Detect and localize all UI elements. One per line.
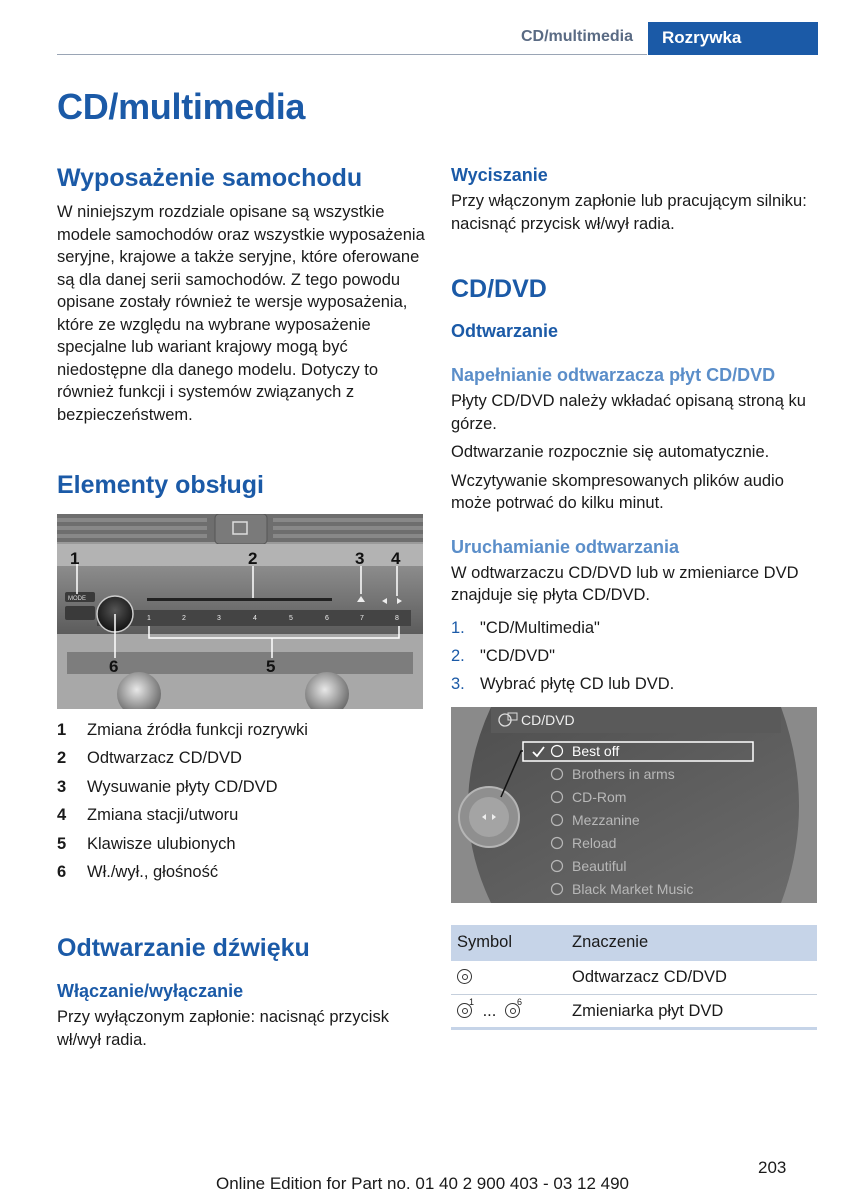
svg-text:1: 1 bbox=[70, 549, 80, 568]
figure-control-panel bbox=[57, 514, 423, 709]
fig-mode-label: MODE bbox=[68, 596, 86, 602]
svg-text:2: 2 bbox=[182, 615, 186, 622]
svg-text:4: 4 bbox=[253, 615, 257, 622]
svg-text:4: 4 bbox=[391, 549, 401, 568]
left-column bbox=[57, 162, 427, 1051]
heading-sound: Odtwarzanie dźwięku bbox=[57, 934, 310, 963]
header-tab: Rozrywka bbox=[648, 22, 818, 55]
paragraph-equipment: W niniejszym rozdziale opisane są wszystkie modele samochodów oraz wszystkie wyposażenia seryjne, krajowe a także seryjne, które oferowane są dla danej serii samochodów. Z tego powodu opisane zostały również te wersje wyposażenia, które ze względu na wybrane wyposażenie specjalne lub wariant krajowy mogą być niedostępne dla danego modelu. Dotyczy to również funkcji i systemów związanych z bezpieczeństwem. bbox=[57, 203, 425, 424]
heading-onoff: Włączanie/wyłączanie bbox=[57, 981, 244, 1002]
header-section: CD/multimedia bbox=[520, 28, 633, 45]
screen-item[interactable]: CD-Rom bbox=[572, 788, 627, 805]
symbol-table bbox=[451, 925, 817, 1031]
page-header bbox=[0, 22, 845, 56]
footer-edition: Online Edition for Part no. 01 40 2 900 403 - 03 12 490 bbox=[215, 1174, 629, 1193]
legend-item: 5 Klawisze ulubionych bbox=[57, 834, 236, 853]
header-rule bbox=[57, 54, 647, 55]
svg-text:6: 6 bbox=[325, 615, 329, 622]
svg-text:6: 6 bbox=[109, 657, 119, 676]
heading-start: Uruchamianie odtwarzania bbox=[451, 536, 680, 557]
heading-fill: Napełnianie odtwarzacza płyt CD/DVD bbox=[451, 365, 776, 385]
step-item: 3. Wybrać płytę CD lub DVD. bbox=[451, 674, 675, 693]
top-vents bbox=[57, 514, 423, 544]
screen-item[interactable]: Beautiful bbox=[572, 857, 627, 874]
heading-equipment: Wyposażenie samochodu bbox=[57, 164, 363, 192]
disc-icon bbox=[457, 969, 472, 984]
controls-legend bbox=[57, 716, 427, 886]
table-header-row bbox=[451, 925, 817, 961]
screen-item[interactable]: Reload bbox=[572, 834, 617, 851]
page-title: CD/multimedia bbox=[57, 86, 306, 127]
heading-mute: Wyciszanie bbox=[451, 165, 548, 185]
legend-item: 1 Zmiana źródła funkcji rozrywki bbox=[57, 721, 308, 739]
legend-item: 6 Wł./wył., głośność bbox=[57, 863, 219, 882]
heading-controls: Elementy obsługi bbox=[57, 471, 264, 499]
svg-text:5: 5 bbox=[289, 615, 293, 622]
legend-item: 4 Zmiana stacji/utworu bbox=[57, 806, 239, 825]
paragraph-fill-1: Płyty CD/DVD należy wkładać opisaną stroną ku górze. bbox=[451, 392, 806, 433]
figure-cddvd-screen bbox=[451, 707, 817, 903]
screen-title: CD/DVD bbox=[521, 711, 575, 728]
screen-item[interactable]: Brothers in arms bbox=[572, 765, 675, 782]
screen-item[interactable]: Black Market Music bbox=[572, 880, 694, 897]
svg-text:8: 8 bbox=[395, 615, 399, 622]
right-column bbox=[451, 162, 819, 1030]
paragraph-start: W odtwarzaczu CD/DVD lub w zmieniarce DVD znajduje się płyta CD/DVD. bbox=[451, 563, 799, 604]
paragraph-onoff: Przy wyłączonym zapłonie: nacisnąć przycisk wł/wył radia. bbox=[57, 1008, 389, 1049]
svg-text:3: 3 bbox=[217, 615, 221, 622]
step-item: 2. "CD/DVD" bbox=[451, 646, 555, 665]
heading-playback: Odtwarzanie bbox=[451, 321, 559, 341]
start-steps bbox=[451, 614, 819, 698]
heading-cddvd: CD/DVD bbox=[451, 275, 547, 303]
step-item: 1. "CD/Multimedia" bbox=[451, 618, 600, 637]
legend-item: 2 Odtwarzacz CD/DVD bbox=[57, 749, 242, 768]
paragraph-mute: Przy włączonym zapłonie lub pracującym silniku: nacisnąć przycisk wł/wył radia. bbox=[451, 192, 807, 233]
svg-text:1: 1 bbox=[147, 615, 151, 622]
svg-text:3: 3 bbox=[355, 549, 365, 568]
disc-changer-6-icon: 6 bbox=[505, 1003, 520, 1018]
paragraph-fill-2: Odtwarzanie rozpocznie się automatycznie. bbox=[451, 443, 770, 461]
table-row: Odtwarzacz CD/DVD bbox=[451, 961, 817, 995]
screen-item-selected[interactable]: Best off bbox=[572, 742, 620, 759]
col-symbol: Symbol bbox=[451, 925, 566, 961]
page-number: 203 bbox=[758, 1158, 787, 1177]
col-meaning: Znaczenie bbox=[566, 925, 817, 961]
table-row: 1 ... 6 Zmieniarka płyt DVD bbox=[451, 995, 817, 1029]
svg-text:7: 7 bbox=[360, 615, 364, 622]
disc-changer-1-icon: 1 bbox=[457, 1003, 472, 1018]
paragraph-fill-3: Wczytywanie skompresowanych plików audio może potrwać do kilku minut. bbox=[451, 471, 784, 512]
legend-item: 3 Wysuwanie płyty CD/DVD bbox=[57, 777, 278, 796]
controller-knob bbox=[459, 787, 519, 847]
svg-text:5: 5 bbox=[266, 657, 276, 676]
svg-text:2: 2 bbox=[248, 549, 258, 568]
screen-item[interactable]: Mezzanine bbox=[572, 811, 640, 828]
